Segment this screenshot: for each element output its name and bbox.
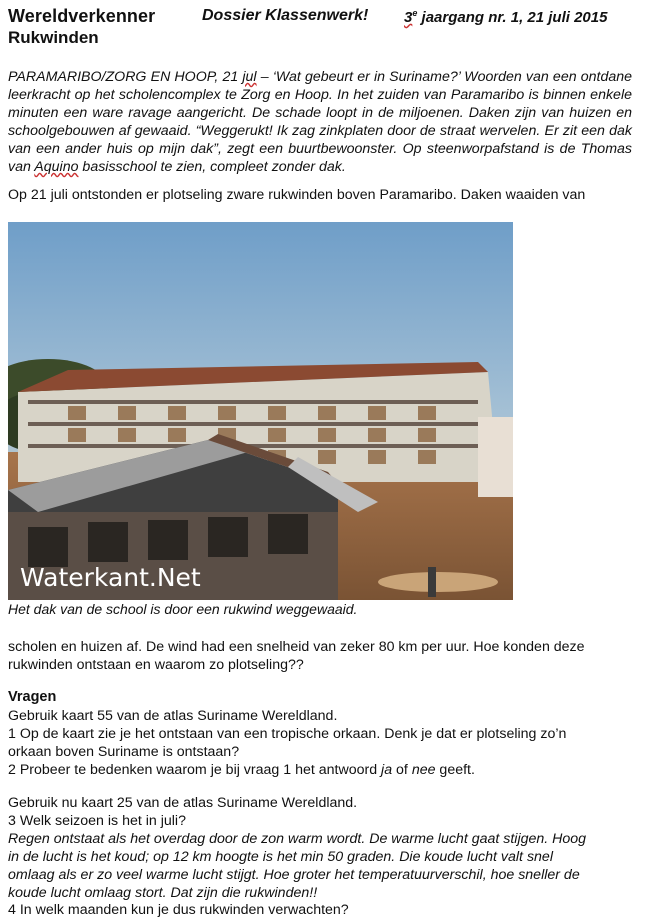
question-1-line-2: orkaan boven Suriname is ontstaan? — [8, 744, 240, 760]
dossier-label: Dossier Klassenwerk! — [202, 7, 369, 24]
paragraph-3: scholen en huizen af. De wind had een snelheid van zeker 80 km per uur. Hoe konden deze rukwinden ontstaan en waarom zo plotseling?? — [8, 639, 585, 673]
lead-text-3: basisschool te zien, compleet zonder dak. — [78, 159, 346, 175]
explanation-line-4: koude lucht omlaag stort. Dat zijn die rukwinden!! — [8, 885, 318, 901]
issue-ordinal: e — [412, 8, 418, 18]
masthead — [8, 6, 648, 26]
answer-ja: ja — [381, 762, 393, 778]
issue-details: jaargang nr. 1, 21 juli 2015 — [417, 9, 608, 26]
photo-watermark: Waterkant.Net — [20, 563, 201, 592]
questions-heading: Vragen — [8, 689, 57, 705]
question-1-line-1: 1 Op de kaart zie je het ontstaan van een tropische orkaan. Denk je dat er plotseling zo’n — [8, 726, 567, 742]
lead-text-2: – ‘Wat gebeurt er in Suriname?’ Woorden van een ontdane leerkracht op het scholencomplex te Zorg en Hoop. In het zuiden van Paramaribo is binnen enkele minuten een ware ravage aangericht. De schade loopt in de miljoenen. Daken zijn van huizen en schoolgebouwen af gewaaid. “Weggerukt! Ik zag zinkplaten door de straat wervelen. Er zit een dak van een ander huis op mijn dak”, zegt een buurtbewoonster. Op steenworpafstand is de Thomas van — [8, 69, 633, 175]
question-2-or: of — [392, 762, 412, 778]
explanation-line-1: Regen ontstaat als het overdag door de zon warm wordt. De warme lucht gaat stijgen. Hoog — [8, 831, 587, 847]
lead-month: jul — [242, 69, 257, 85]
explanation-line-2: in de lucht is het koud; op 12 km hoogte is het min 50 graden. Die koude lucht valt snel — [8, 849, 553, 865]
issue-info — [404, 8, 607, 26]
question-2-text-a: 2 Probeer te bedenken waarom je bij vraag 1 het antwoord — [8, 762, 382, 778]
section-title: Rukwinden — [8, 28, 99, 47]
instruction-2: Gebruik nu kaart 25 van de atlas Suriname Wereldland. — [8, 795, 358, 811]
issue-number: 3 — [404, 9, 413, 26]
instruction-1: Gebruik kaart 55 van de atlas Suriname Wereldland. — [8, 708, 338, 724]
photo-caption: Het dak van de school is door een rukwind weggewaaid. — [8, 601, 358, 617]
paragraph-2: Op 21 juli ontstonden er plotseling zware rukwinden boven Paramaribo. Daken waaiden van — [8, 187, 586, 203]
news-photo — [8, 222, 513, 600]
lead-paragraph — [8, 68, 632, 176]
document-page — [8, 6, 648, 918]
lead-name: Aquino — [34, 159, 79, 175]
question-2 — [8, 761, 638, 779]
answer-nee: nee — [411, 762, 436, 778]
explanation-line-3: omlaag als er zo veel warme lucht stijgt. Hoe groter het temperatuurverschil, hoe sneller de — [8, 867, 580, 883]
lead-text-1: PARAMARIBO/ZORG EN HOOP, 21 — [8, 69, 243, 85]
newsletter-brand: Wereldverkenner — [8, 6, 156, 26]
question-4: 4 In welk maanden kun je dus rukwinden verwachten? — [8, 902, 349, 918]
question-2-text-b: geeft. — [435, 762, 475, 778]
question-3: 3 Welk seizoen is het in juli? — [8, 813, 186, 829]
